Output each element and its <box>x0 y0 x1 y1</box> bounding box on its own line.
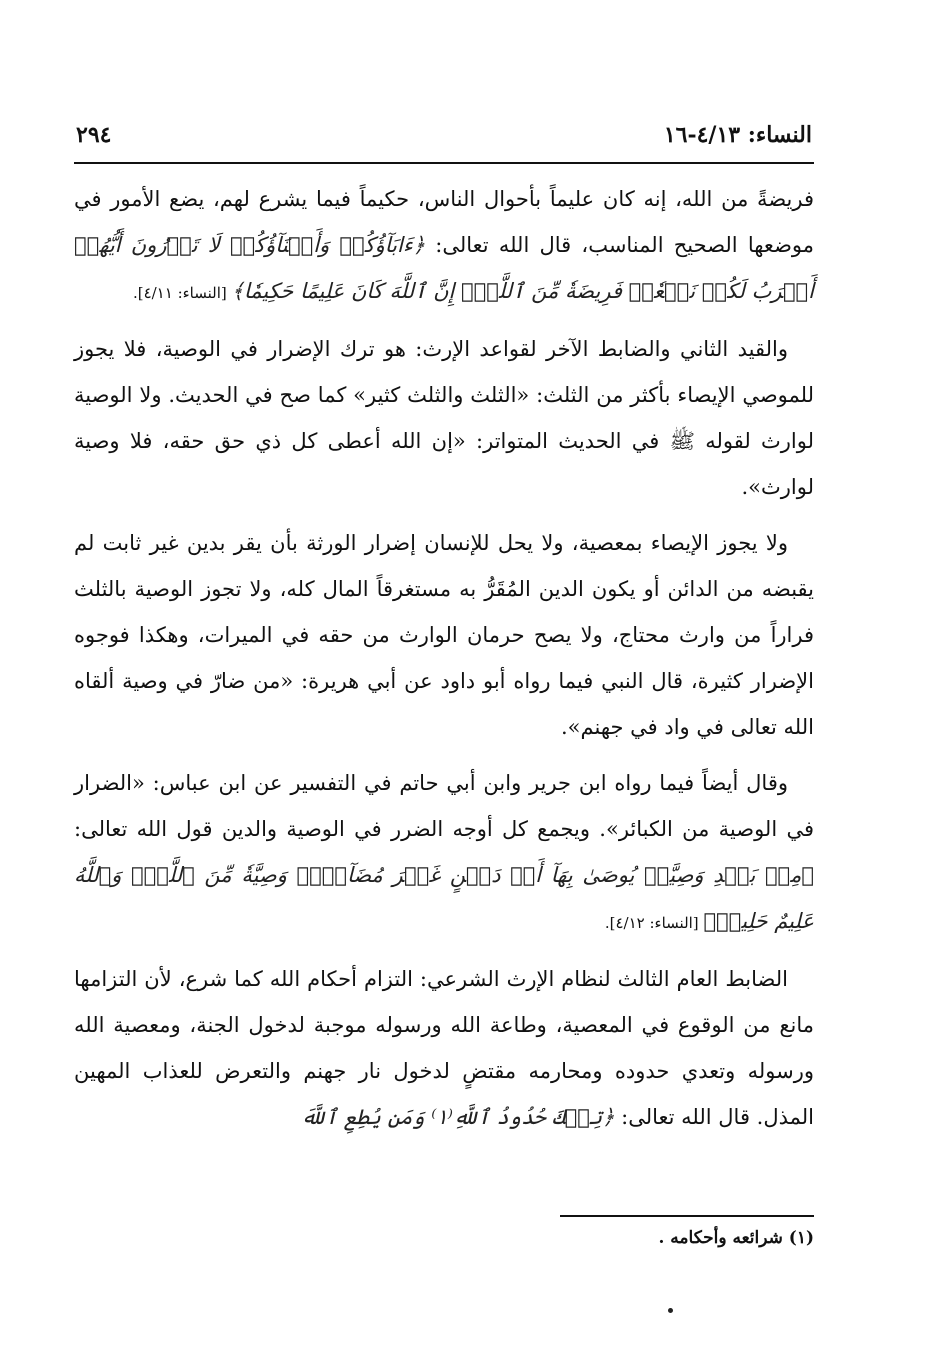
verse-reference: [النساء: ٤/١١]. <box>132 284 232 302</box>
page-body <box>74 176 814 1150</box>
paragraph-1 <box>74 176 814 316</box>
chapter-reference: النساء: ٤/١٣-١٦ <box>663 122 812 148</box>
paragraph-text: والقيد الثاني والضابط الآخر لقواعد الإرث: هو ترك الإضرار في الوصية، فلا يجوز للموصي الإيصاء بأكثر من الثلث: «الثلث والثلث كثير» كما صح في الحديث. ولا الوصية لوارث لقوله ﷺ في الحديث المتواتر: «إن الله أعطى كل ذي حق حقه، فلا وصية لوارث». <box>74 337 814 499</box>
page-number: ٢٩٤ <box>76 122 112 148</box>
footnote-divider <box>560 1215 814 1217</box>
paragraph-3 <box>74 520 814 750</box>
paragraph-text: ولا يجوز الإيصاء بمعصية، ولا يحل للإنسان إضرار الورثة بأن يقر بدين غير ثابت لم يقبضه من الدائن أو يكون الدين المُقَرُّ به مستغرقاً المال كله، ولا تجوز الوصية بالثلث فراراً من وارث محتاج، ولا يصح حرمان الوارث من حقه في الميرات، وهكذا فوجوه الإضرار كثيرة، قال النبي فيما رواه أبو داود عن أبي هريرة: «من ضارّ في وصية ألقاه الله تعالى في واد في جهنم». <box>74 531 814 739</box>
paragraph-text: وقال أيضاً فيما رواه ابن جرير وابن أبي حاتم في التفسير عن ابن عباس: «الضرار في الوصية من الكبائر». ويجمع كل أوجه الضرر في الوصية والدين قول الله تعالى: <box>74 771 814 841</box>
quran-verse: ﴿ءَابَآؤُكُمۡ وَأَبۡنَآؤُكُمۡ لَا تَدۡرُونَ أَيُّهُمۡ أَقۡرَبُ لَكُمۡ نَفۡعٗاۚ فَرِيضَةٗ مِّنَ ٱللَّهِۗ إِنَّ ٱللَّهَ كَانَ عَلِيمًا حَكِيمٗا﴾ <box>74 233 814 303</box>
paragraph-5 <box>74 956 814 1140</box>
footnote: (١) شرائعه وأحكامه . <box>658 1228 814 1248</box>
verse-reference: [النساء: ٤/١٢]. <box>604 914 704 932</box>
paragraph-text: فريضةً من الله، إنه كان عليماً بأحوال الناس، حكيماً فيما يشرع لهم، يضع الأمور في موضعها الصحيح المناسب، قال الله تعالى: <box>74 187 814 257</box>
print-speck <box>668 1308 673 1313</box>
quran-verse: ﴿تِلۡكَ حُدُودُ ٱللَّهِ⁽١⁾ وَمَن يُطِعِ ٱللَّهَ <box>300 1105 615 1129</box>
quran-verse: ﴿مِنۢ بَعۡدِ وَصِيَّةٖ يُوصَىٰ بِهَآ أَوۡ دَيۡنٍ غَيۡرَ مُضَآرّٖۚ وَصِيَّةٗ مِّنَ ٱللَّهِۗ وَٱللَّهُ عَلِيمٌ حَلِيمٞ﴾ <box>74 863 814 933</box>
paragraph-4 <box>74 760 814 946</box>
paragraph-2 <box>74 326 814 510</box>
page-header <box>74 118 814 164</box>
paragraph-text: الضابط العام الثالث لنظام الإرث الشرعي: التزام أحكام الله كما شرع، لأن التزامها مانع من الوقوع في المعصية، وطاعة الله ورسوله موجبة لدخول الجنة، ومعصية الله ورسوله وتعدي حدوده ومحارمه مقتضٍ لدخول نار جهنم والتعرض للعذاب المهين المذل. قال الله تعالى: <box>74 967 814 1129</box>
